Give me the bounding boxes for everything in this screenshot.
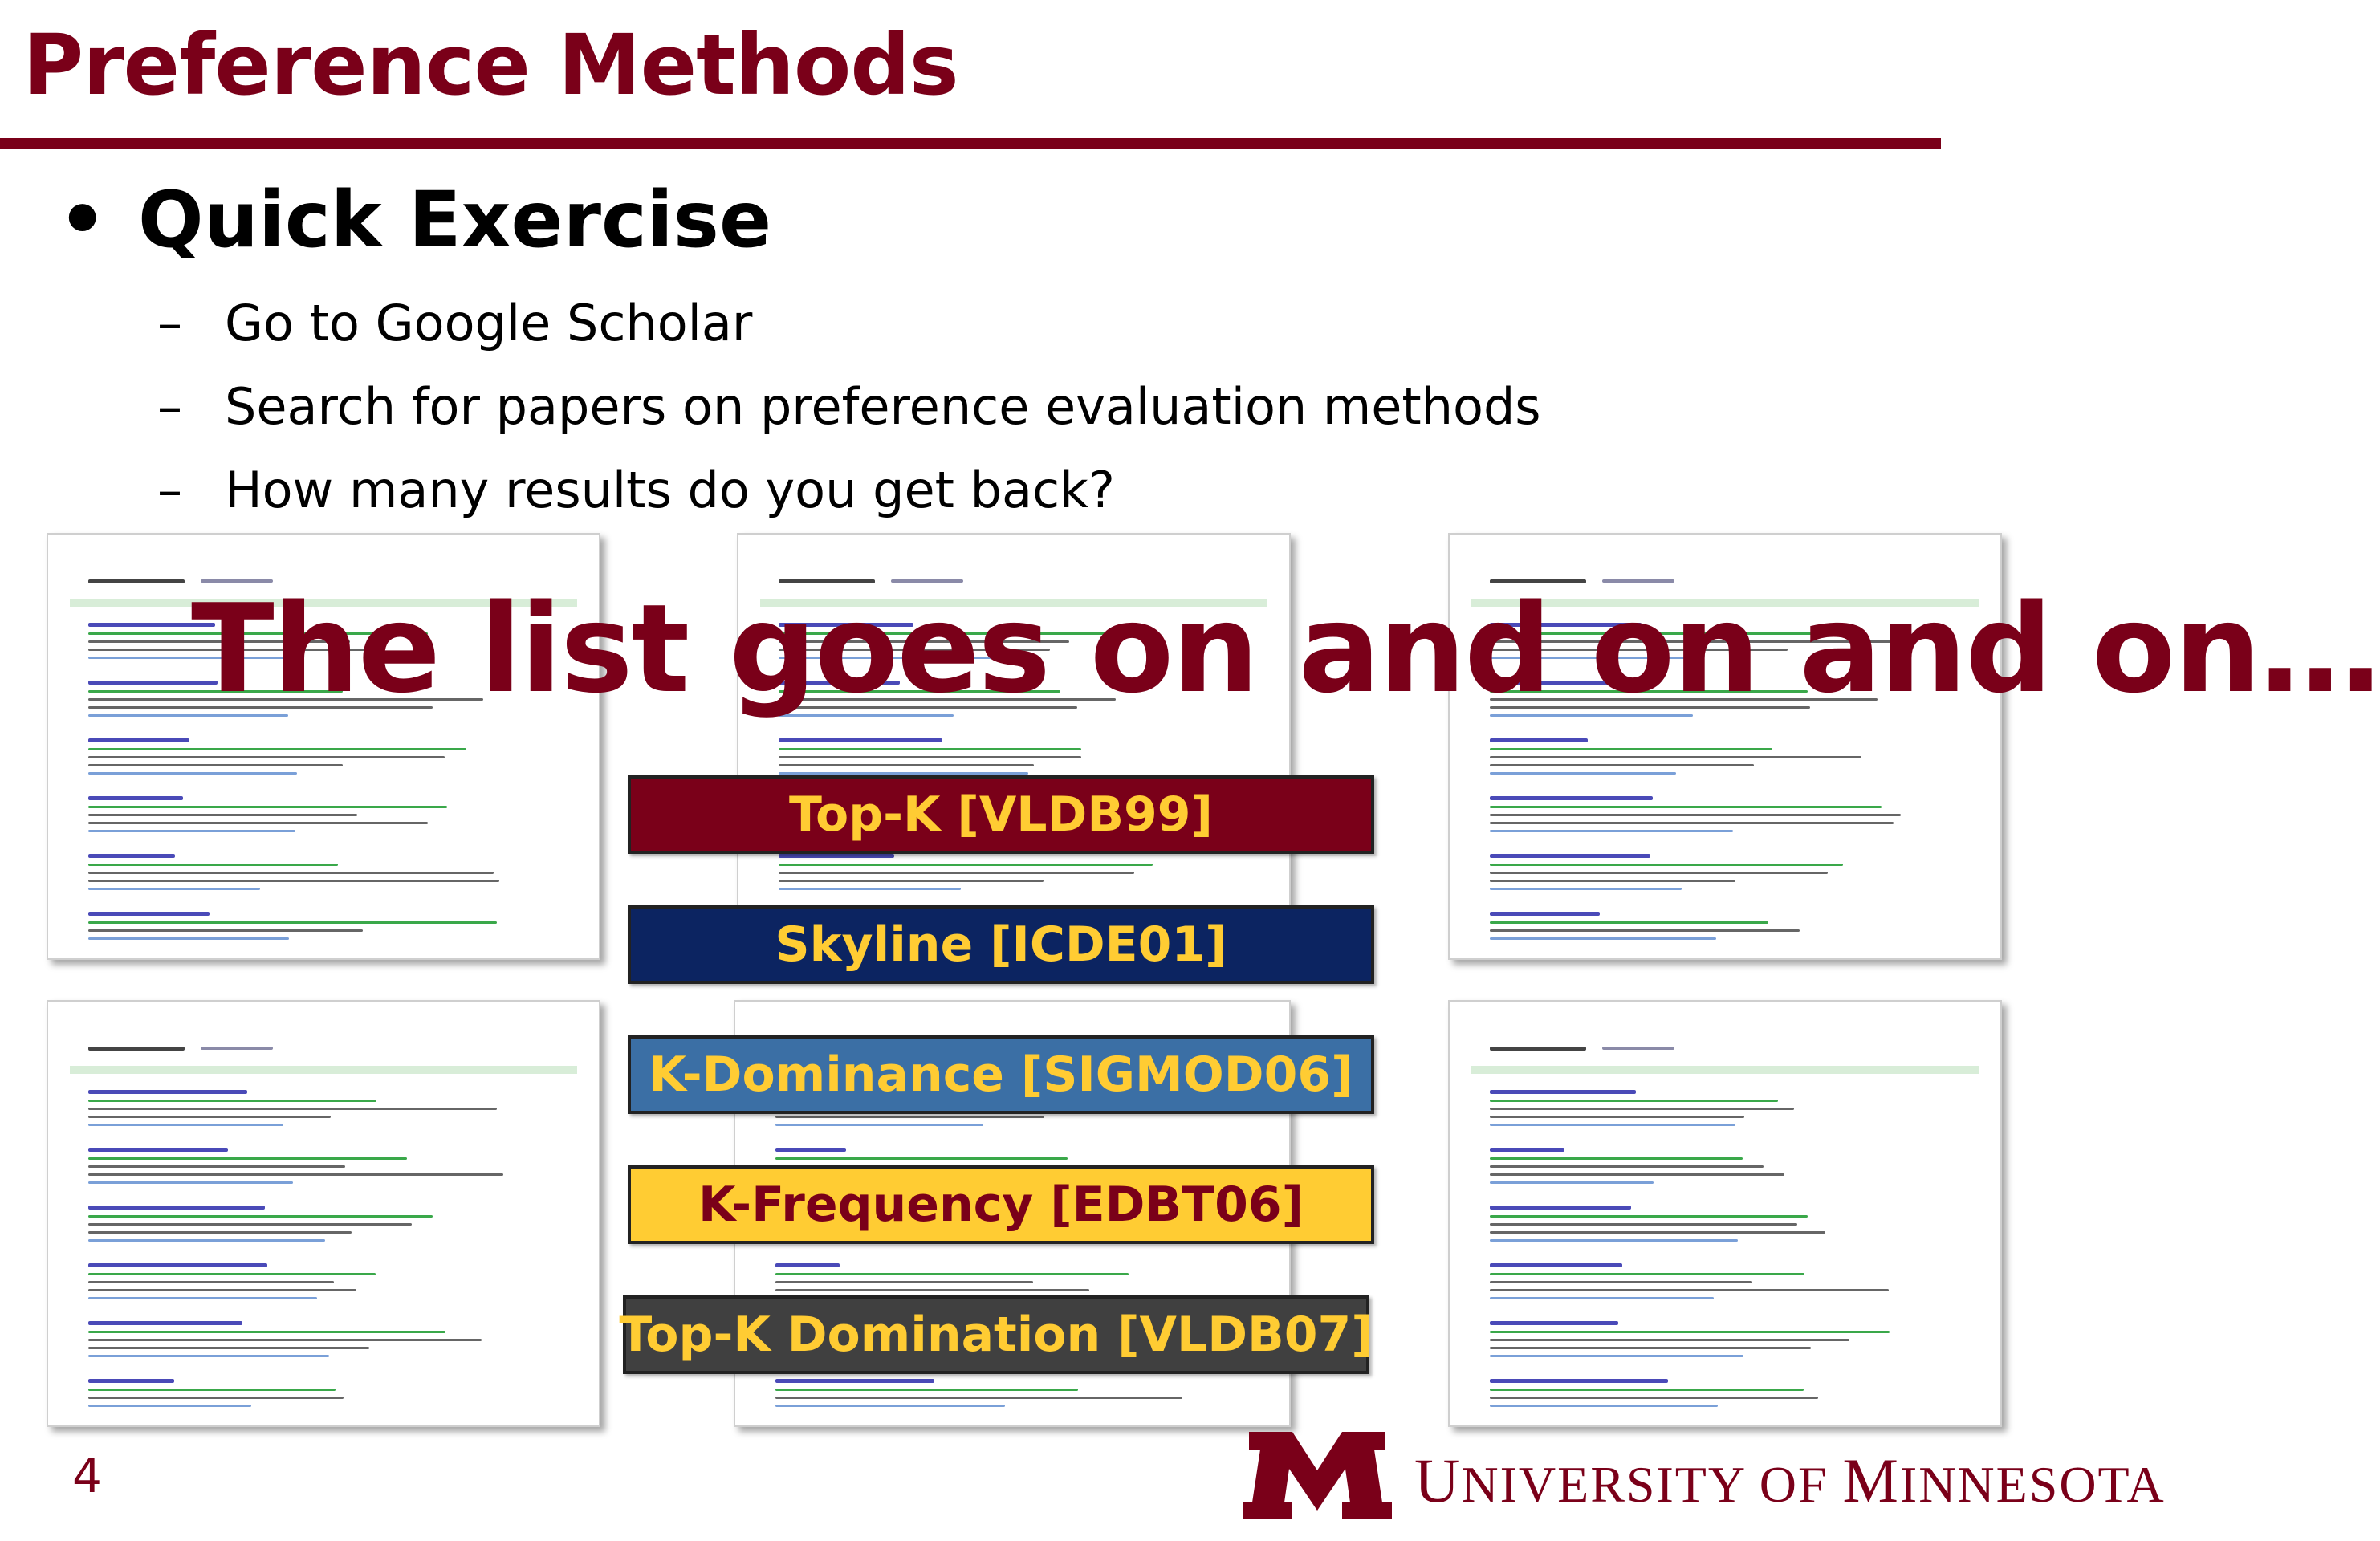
thumbnail-text-line [88, 921, 497, 924]
thumbnail-text-line [775, 1289, 1089, 1291]
thumbnail-text-line [88, 1100, 376, 1102]
thumbnail-text-line [1490, 854, 1650, 858]
bullet-text: Quick Exercise [138, 175, 772, 265]
thumbnail-text-line [1490, 1148, 1564, 1152]
bullet-marker: • [58, 175, 108, 265]
thumbnail-text-line [1490, 912, 1600, 916]
thumbnail-text-line [1490, 1347, 1811, 1349]
thumbnail-text-line [88, 796, 183, 800]
thumbnail-text-line [88, 1181, 293, 1184]
thumbnail-text-line [1490, 738, 1588, 742]
thumbnail-text-line [88, 1397, 344, 1399]
thumbnail-text-line [1490, 830, 1733, 832]
thumbnail-text-line [779, 748, 1081, 750]
university-m-logo-icon [1243, 1432, 1392, 1519]
thumbnail-text-line [1490, 1389, 1804, 1391]
thumbnail-text-line [1490, 1321, 1618, 1325]
thumbnail-text-line [88, 1263, 267, 1267]
thumbnail-text-line [88, 738, 189, 742]
thumbnail-text-line [775, 1116, 1044, 1118]
thumbnail-text-line [1490, 1281, 1752, 1283]
thumbnail-text-line [775, 1379, 934, 1383]
search-results-thumbnail [47, 1000, 600, 1427]
thumbnail-text-line [88, 1379, 174, 1383]
thumbnail-text-line [1490, 880, 1735, 882]
thumbnail-text-line [88, 579, 185, 583]
thumbnail-text-line [1490, 1100, 1778, 1102]
thumbnail-header-bar [70, 1066, 576, 1074]
thumbnail-text-line [88, 1405, 251, 1407]
thumbnail-text-line [775, 1124, 983, 1126]
thumbnail-text-line [1490, 1289, 1889, 1291]
thumbnail-text-line [88, 1339, 482, 1341]
thumbnail-text-line [88, 1389, 336, 1391]
method-box-topk: Top-K [VLDB99] [628, 775, 1374, 854]
search-results-thumbnail [1448, 1000, 2002, 1427]
thumbnail-text-line [88, 830, 295, 832]
thumbnail-text-line [88, 1289, 356, 1291]
thumbnail-text-line [88, 1281, 334, 1283]
thumbnail-text-line [1490, 1355, 1743, 1357]
thumbnail-text-line [1490, 796, 1653, 800]
thumbnail-text-line [88, 1047, 185, 1051]
thumbnail-text-line [1490, 1379, 1668, 1383]
thumbnail-text-line [1490, 1124, 1735, 1126]
thumbnail-text-line [88, 1239, 325, 1242]
thumbnail-text-line [1490, 814, 1901, 816]
thumbnail-text-line [1490, 1231, 1825, 1234]
thumbnail-text-line [1490, 1108, 1794, 1110]
thumbnail-text-line [1490, 748, 1772, 750]
thumbnail-text-line [775, 1157, 1068, 1160]
thumbnail-text-line [88, 1347, 369, 1349]
thumbnail-text-line [88, 1223, 412, 1226]
method-box-kfrequency: K-Frequency [EDBT06] [628, 1165, 1374, 1244]
thumbnail-text-line [1490, 1263, 1622, 1267]
thumbnail-text-line [1490, 872, 1828, 874]
thumbnail-text-line [775, 1263, 840, 1267]
thumbnail-text-line [88, 806, 447, 808]
subbullet-text: Go to Google Scholar [225, 294, 753, 352]
thumbnail-text-line [775, 1397, 1182, 1399]
subbullet-2 [157, 377, 1541, 436]
thumbnail-text-line [779, 854, 894, 858]
thumbnail-text-line [88, 1157, 407, 1160]
thumbnail-text-line [1490, 1157, 1743, 1160]
thumbnail-text-line [1490, 1397, 1818, 1399]
thumbnail-text-line [775, 1273, 1129, 1275]
thumbnail-text-line [88, 1215, 433, 1218]
thumbnail-text-line [88, 1355, 329, 1357]
thumbnail-text-line [88, 1148, 228, 1152]
thumbnail-text-line [1490, 764, 1754, 766]
thumbnail-text-line [88, 1165, 345, 1168]
thumbnail-text-line [1490, 1297, 1714, 1299]
thumbnail-text-line [1490, 921, 1768, 924]
subbullet-marker: – [157, 377, 182, 436]
thumbnail-text-line [88, 822, 428, 824]
thumbnail-text-line [201, 1047, 273, 1050]
thumbnail-text-line [779, 888, 961, 890]
thumbnail-text-line [1490, 937, 1716, 940]
method-box-topk-domination: Top-K Domination [VLDB07] [623, 1295, 1369, 1374]
thumbnail-text-line [88, 864, 338, 866]
thumbnail-text-line [88, 1108, 497, 1110]
thumbnail-text-line [1490, 1405, 1718, 1407]
thumbnail-text-line [88, 772, 297, 775]
thumbnail-text-line [1490, 1116, 1744, 1118]
thumbnail-text-line [88, 1331, 445, 1333]
thumbnail-text-line [88, 912, 210, 916]
thumbnail-text-line [1490, 1206, 1631, 1210]
thumbnail-text-line [88, 1124, 283, 1126]
thumbnail-text-line [1490, 1223, 1797, 1226]
thumbnail-text-line [779, 756, 1081, 758]
thumbnail-text-line [1490, 1239, 1738, 1242]
subbullet-text: Search for papers on preference evaluation methods [225, 377, 1541, 436]
thumbnail-text-line [1490, 1165, 1764, 1168]
bullet-quick-exercise [58, 175, 771, 265]
thumbnail-text-line [88, 1273, 376, 1275]
method-box-skyline: Skyline [ICDE01] [628, 905, 1374, 984]
thumbnail-text-line [88, 1231, 352, 1234]
thumbnail-text-line [779, 738, 942, 742]
thumbnail-text-line [88, 888, 260, 890]
thumbnail-text-line [1490, 1090, 1636, 1094]
subbullet-marker: – [157, 294, 182, 352]
thumbnail-text-line [779, 772, 1028, 775]
page-number: 4 [72, 1449, 102, 1503]
thumbnail-text-line [1490, 888, 1682, 890]
thumbnail-text-line [1490, 864, 1843, 866]
thumbnail-text-line [775, 1148, 846, 1152]
thumbnail-text-line [88, 1173, 503, 1176]
thumbnail-text-line [779, 864, 1153, 866]
thumbnail-text-line [88, 872, 494, 874]
title-rule [0, 138, 1941, 149]
method-box-kdominance: K-Dominance [SIGMOD06] [628, 1035, 1374, 1114]
thumbnail-text-line [88, 854, 175, 858]
thumbnail-text-line [88, 937, 289, 940]
thumbnail-text-line [88, 880, 499, 882]
thumbnail-text-line [775, 1281, 1033, 1283]
slide-title: Preference Methods [22, 16, 958, 114]
thumbnail-text-line [1602, 1047, 1674, 1050]
thumbnail-text-line [1490, 772, 1676, 775]
thumbnail-text-line [1490, 756, 1861, 758]
subbullet-3 [157, 461, 1115, 519]
thumbnail-text-line [88, 929, 363, 932]
thumbnail-text-line [88, 756, 445, 758]
thumbnail-text-line [1490, 1273, 1804, 1275]
thumbnail-text-line [88, 1297, 317, 1299]
thumbnail-text-line [88, 814, 357, 816]
thumbnail-text-line [1490, 1181, 1654, 1184]
thumbnail-text-line [775, 1389, 1078, 1391]
subbullet-marker: – [157, 461, 182, 519]
thumbnail-text-line [1490, 1173, 1784, 1176]
thumbnail-text-line [1490, 822, 1894, 824]
thumbnail-text-line [775, 1405, 1005, 1407]
thumbnail-text-line [1490, 806, 1882, 808]
thumbnail-text-line [779, 764, 1034, 766]
thumbnail-text-line [88, 1116, 331, 1118]
thumbnail-text-line [1490, 929, 1800, 932]
thumbnail-text-line [88, 1090, 247, 1094]
subbullet-1 [157, 294, 752, 352]
overlay-headline: The list goes on and on and on… [191, 578, 2380, 720]
thumbnail-text-line [779, 872, 1134, 874]
thumbnail-text-line [88, 764, 343, 766]
thumbnail-text-line [88, 1206, 265, 1210]
thumbnail-text-line [1490, 1215, 1808, 1218]
thumbnail-text-line [88, 1321, 242, 1325]
thumbnail-text-line [1490, 1047, 1586, 1051]
thumbnail-text-line [779, 880, 1044, 882]
thumbnail-text-line [1490, 1331, 1890, 1333]
thumbnail-text-line [1490, 1339, 1849, 1341]
subbullet-text: How many results do you get back? [225, 461, 1115, 519]
university-wordmark: UNIVERSITY OF MINNESOTA [1414, 1445, 2166, 1515]
thumbnail-header-bar [1471, 1066, 1978, 1074]
thumbnail-text-line [88, 748, 466, 750]
